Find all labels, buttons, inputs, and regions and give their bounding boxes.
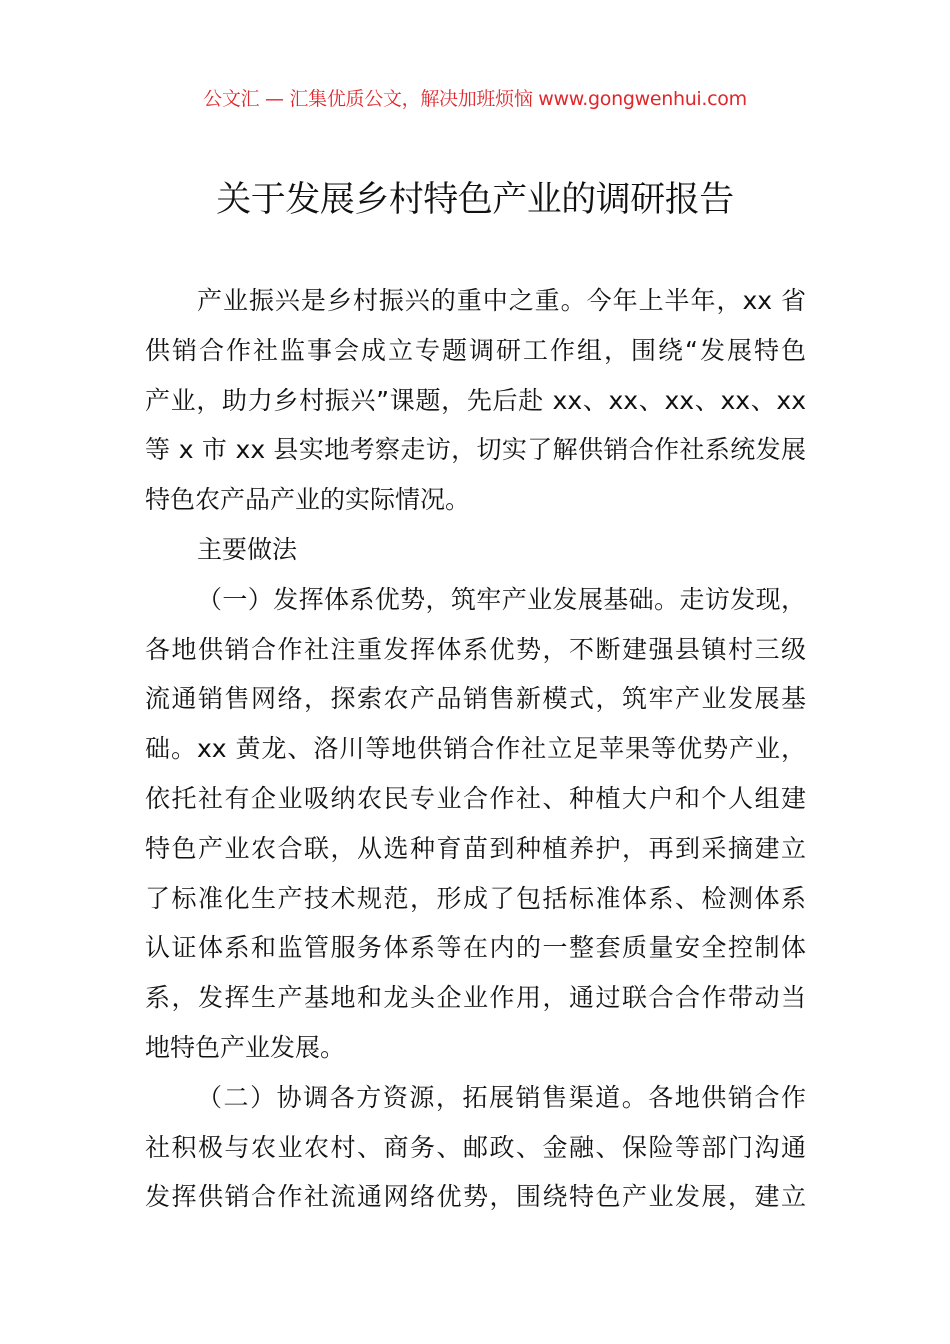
paragraph	[145, 1073, 806, 1222]
text-line: 地特色产业发展。	[145, 1032, 346, 1062]
text-line: 产业，助力乡村振兴”课题，先后赴 xx、xx、xx、xx、xx	[145, 385, 806, 415]
text-line: 供销合作社监事会成立专题调研工作组，围绕“发展特色	[145, 335, 806, 365]
text-line: 等 x 市 xx 县实地考察走访，切实了解供销合作社系统发展	[145, 435, 806, 465]
text-line: 社积极与农业农村、商务、邮政、金融、保险等部门沟通	[145, 1132, 806, 1162]
text-line: 系，发挥生产基地和龙头企业作用，通过联合合作带动当	[145, 983, 806, 1013]
text-line: 础。xx 黄龙、洛川等地供销合作社立足苹果等优势产业，	[145, 734, 806, 764]
text-line: （二）协调各方资源，拓展销售渠道。各地供销合作	[197, 1082, 806, 1112]
text-line: 依托社有企业吸纳农民专业合作社、种植大户和个人组建	[145, 783, 806, 813]
paragraph	[145, 276, 806, 525]
paragraph	[145, 525, 806, 575]
text-line: 各地供销合作社注重发挥体系优势，不断建强县镇村三级	[145, 634, 806, 664]
text-line: 主要做法	[197, 534, 298, 564]
document-title: 关于发展乡村特色产业的调研报告	[216, 180, 734, 220]
document-body	[145, 276, 806, 1222]
text-line: 发挥供销合作社流通网络优势，围绕特色产业发展，建立	[145, 1182, 806, 1212]
text-line: （一）发挥体系优势，筑牢产业发展基础。走访发现，	[197, 584, 806, 614]
text-line: 特色产业农合联，从选种育苗到种植养护，再到采摘建立	[145, 833, 806, 863]
text-line: 认证体系和监管服务体系等在内的一整套质量安全控制体	[145, 933, 806, 963]
text-line: 特色农产品产业的实际情况。	[145, 485, 471, 515]
text-line: 产业振兴是乡村振兴的重中之重。今年上半年，xx 省	[197, 286, 806, 315]
header-banner: 公文汇 — 汇集优质公文，解决加班烦恼 www.gongwenhui.com	[203, 88, 747, 110]
paragraph	[145, 575, 806, 1073]
text-line: 了标准化生产技术规范，形成了包括标准体系、检测体系	[145, 883, 806, 913]
text-line: 流通销售网络，探索农产品销售新模式，筑牢产业发展基	[145, 684, 806, 714]
